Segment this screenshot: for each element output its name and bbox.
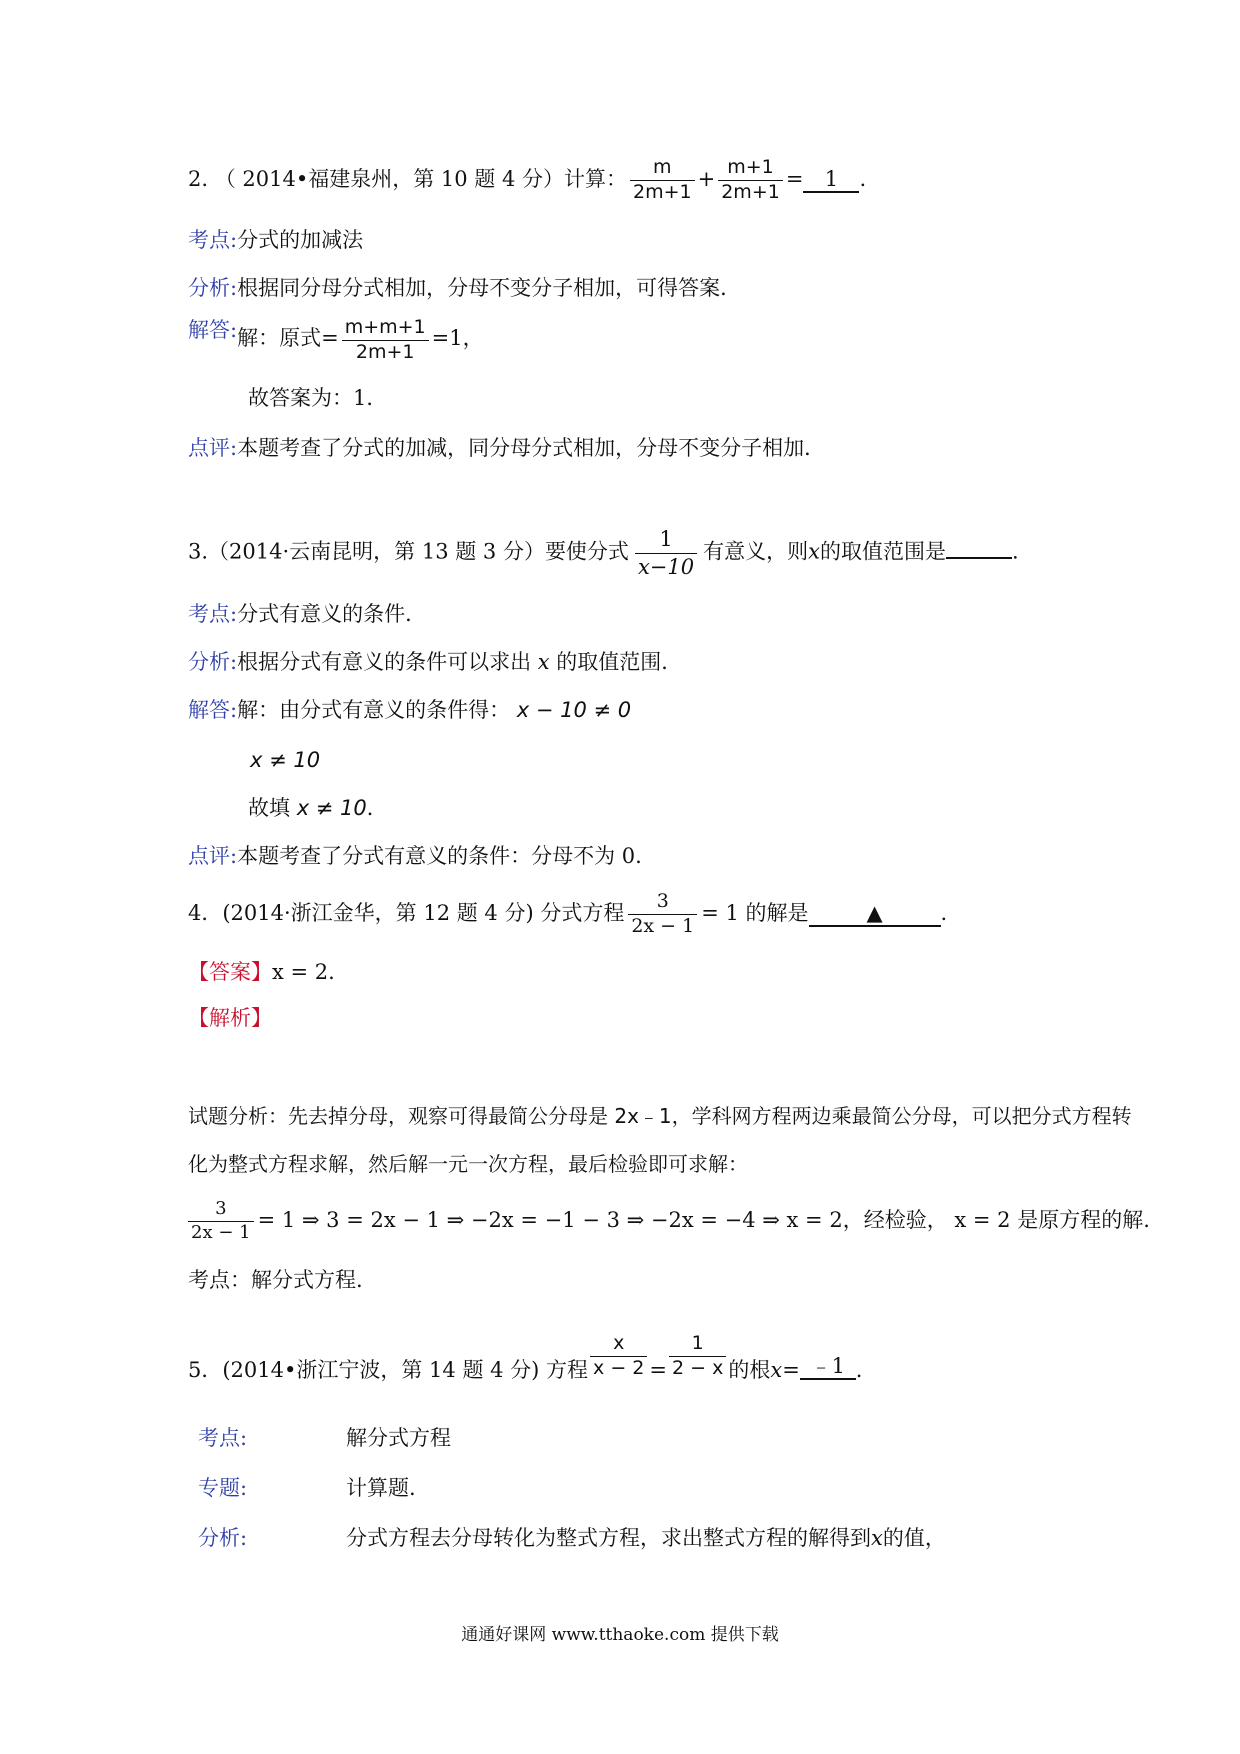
- q5-kaodian: 考点: 解分式方程: [198, 1426, 451, 1450]
- q2-fenxi-label: 分析:: [188, 276, 238, 300]
- q5-fenxi-label: 分析:: [198, 1526, 248, 1550]
- q2-jieda-label: 解答:: [188, 318, 238, 342]
- q4-stem: 4．(2014·浙江金华，第 12 题 4 分) 分式方程: [188, 900, 625, 925]
- q3-answer-blank: [946, 538, 1012, 559]
- q2-fraction-2: $\frac{m+1}{2m+1}$: [718, 158, 783, 203]
- q3-step2: x ≠ 10: [250, 748, 321, 772]
- q3-kaodian: 考点:分式有意义的条件．: [188, 602, 427, 626]
- q3-fenxi: 分析:根据分式有意义的条件可以求出 x 的取值范围．: [188, 650, 683, 674]
- q2-kaodian-label: 考点:: [188, 228, 238, 252]
- q5-zhuanti: 专题: 计算题.: [198, 1476, 416, 1500]
- q5-stem-line: 5．(2014•浙江宁波，第 14 题 4 分) 方程 $\frac{x}{x - 2}$ = $\frac{1}{2 - x}$ 的根x= ﹣1 .: [188, 1332, 863, 1382]
- q2-fraction-1: $\frac{m}{2m+1}$: [630, 158, 695, 203]
- q3-fraction: $\frac{1}{x-10}$: [635, 528, 697, 578]
- q3-step3: 故填 x ≠ 10．: [248, 796, 388, 820]
- q2-dianping: 点评:本题考查了分式的加减，同分母分式相加，分母不变分子相加．: [188, 436, 826, 460]
- q4-analysis-line1: 试题分析：先去掉分母，观察可得最简公分母是 2x﹣1，学科网方程两边乘最简公分母，可以把分式方程转: [188, 1104, 1132, 1128]
- page-footer: 通通好课网 www.tthaoke.com 提供下载: [461, 1625, 779, 1645]
- q4-fraction: $\frac{3}{2x - 1}$: [628, 892, 697, 937]
- q2-answer-blank: 1: [803, 169, 859, 193]
- q4-analysis-line2: 化为整式方程求解，然后解一元一次方程，最后检验即可求解：: [188, 1152, 748, 1176]
- q5-stem: 5．(2014•浙江宁波，第 14 题 4 分) 方程: [188, 1358, 589, 1382]
- q2-fenxi: 分析:根据同分母分式相加，分母不变分子相加，可得答案．: [188, 276, 742, 300]
- q3-stem-line: 3.（2014·云南昆明，第 13 题 3 分）要使分式 $\frac{1}{x-10}$ 有意义，则x的取值范围是 .: [188, 527, 1019, 580]
- q3-stem: 3.（2014·云南昆明，第 13 题 3 分）要使分式: [188, 539, 629, 564]
- q2-stem-line: 2. （ 2014•福建泉州，第 10 题 4 分）计算： $\frac{m}{2m+1}$ + $\frac{m+1}{2m+1}$ = 1 .: [188, 156, 867, 203]
- q4-stem-line: 4．(2014·浙江金华，第 12 题 4 分) 分式方程 $\frac{3}{2x - 1}$ = 1 的解是 ▲ .: [188, 890, 948, 937]
- q4-jiexi-label: 【解析】: [188, 1006, 272, 1030]
- q3-kaodian-label: 考点:: [188, 602, 238, 626]
- q2-kaodian: 考点:分式的加减法: [188, 228, 364, 252]
- q5-answer-blank: ﹣1: [800, 1356, 856, 1380]
- q3-jie-math: x − 10 ≠ 0: [516, 698, 632, 722]
- q2-jie-fraction: $\frac{m+m+1}{2m+1}$: [342, 318, 429, 363]
- q3-jieda: 解答:解：由分式有意义的条件得： x − 10 ≠ 0: [188, 698, 632, 722]
- q3-fenxi-label: 分析:: [188, 650, 238, 674]
- q4-chain-line: [188, 1200, 1150, 1243]
- q5-zhuanti-label: 专题:: [198, 1476, 248, 1500]
- q2-jieda: 解答:解：原式= $\frac{m+m+1}{2m+1}$ =1，: [188, 316, 484, 363]
- q2-equals: =: [785, 166, 804, 191]
- q2-dianping-label: 点评:: [188, 436, 238, 460]
- q4-kaodian: 考点：解分式方程.: [188, 1268, 363, 1292]
- q4-chain-fraction: $\frac{3}{2x - 1}$: [188, 1200, 254, 1243]
- q5-fraction-1: $\frac{x}{x - 2}$: [590, 1334, 647, 1379]
- q2-stem: 2. （ 2014•福建泉州，第 10 题 4 分）计算：: [188, 166, 627, 191]
- q3-dianping-label: 点评:: [188, 844, 238, 868]
- q3-jieda-label: 解答:: [188, 698, 238, 722]
- q4-answer: 【答案】x = 2.: [188, 960, 335, 984]
- q3-dianping: 点评:本题考查了分式有意义的条件：分母不为 0.: [188, 844, 642, 868]
- q5-fenxi: 分析: 分式方程去分母转化为整式方程，求出整式方程的解得到x的值，: [198, 1526, 946, 1550]
- q5-fraction-2: $\frac{1}{2 - x}$: [669, 1334, 726, 1379]
- q5-kaodian-label: 考点:: [198, 1426, 248, 1450]
- q2-plus: +: [697, 166, 716, 191]
- q4-answer-label: 【答案】: [188, 960, 272, 984]
- q2-jie-line2: 故答案为：1．: [248, 386, 388, 410]
- q4-answer-blank: ▲: [809, 903, 941, 927]
- q4-chain: = 1 ⇒ 3 = 2x − 1 ⇒ −2x = −1 − 3 ⇒ −2x = −4 ⇒ x = 2，经检验， x = 2 是原方程的解.: [257, 1207, 1150, 1232]
